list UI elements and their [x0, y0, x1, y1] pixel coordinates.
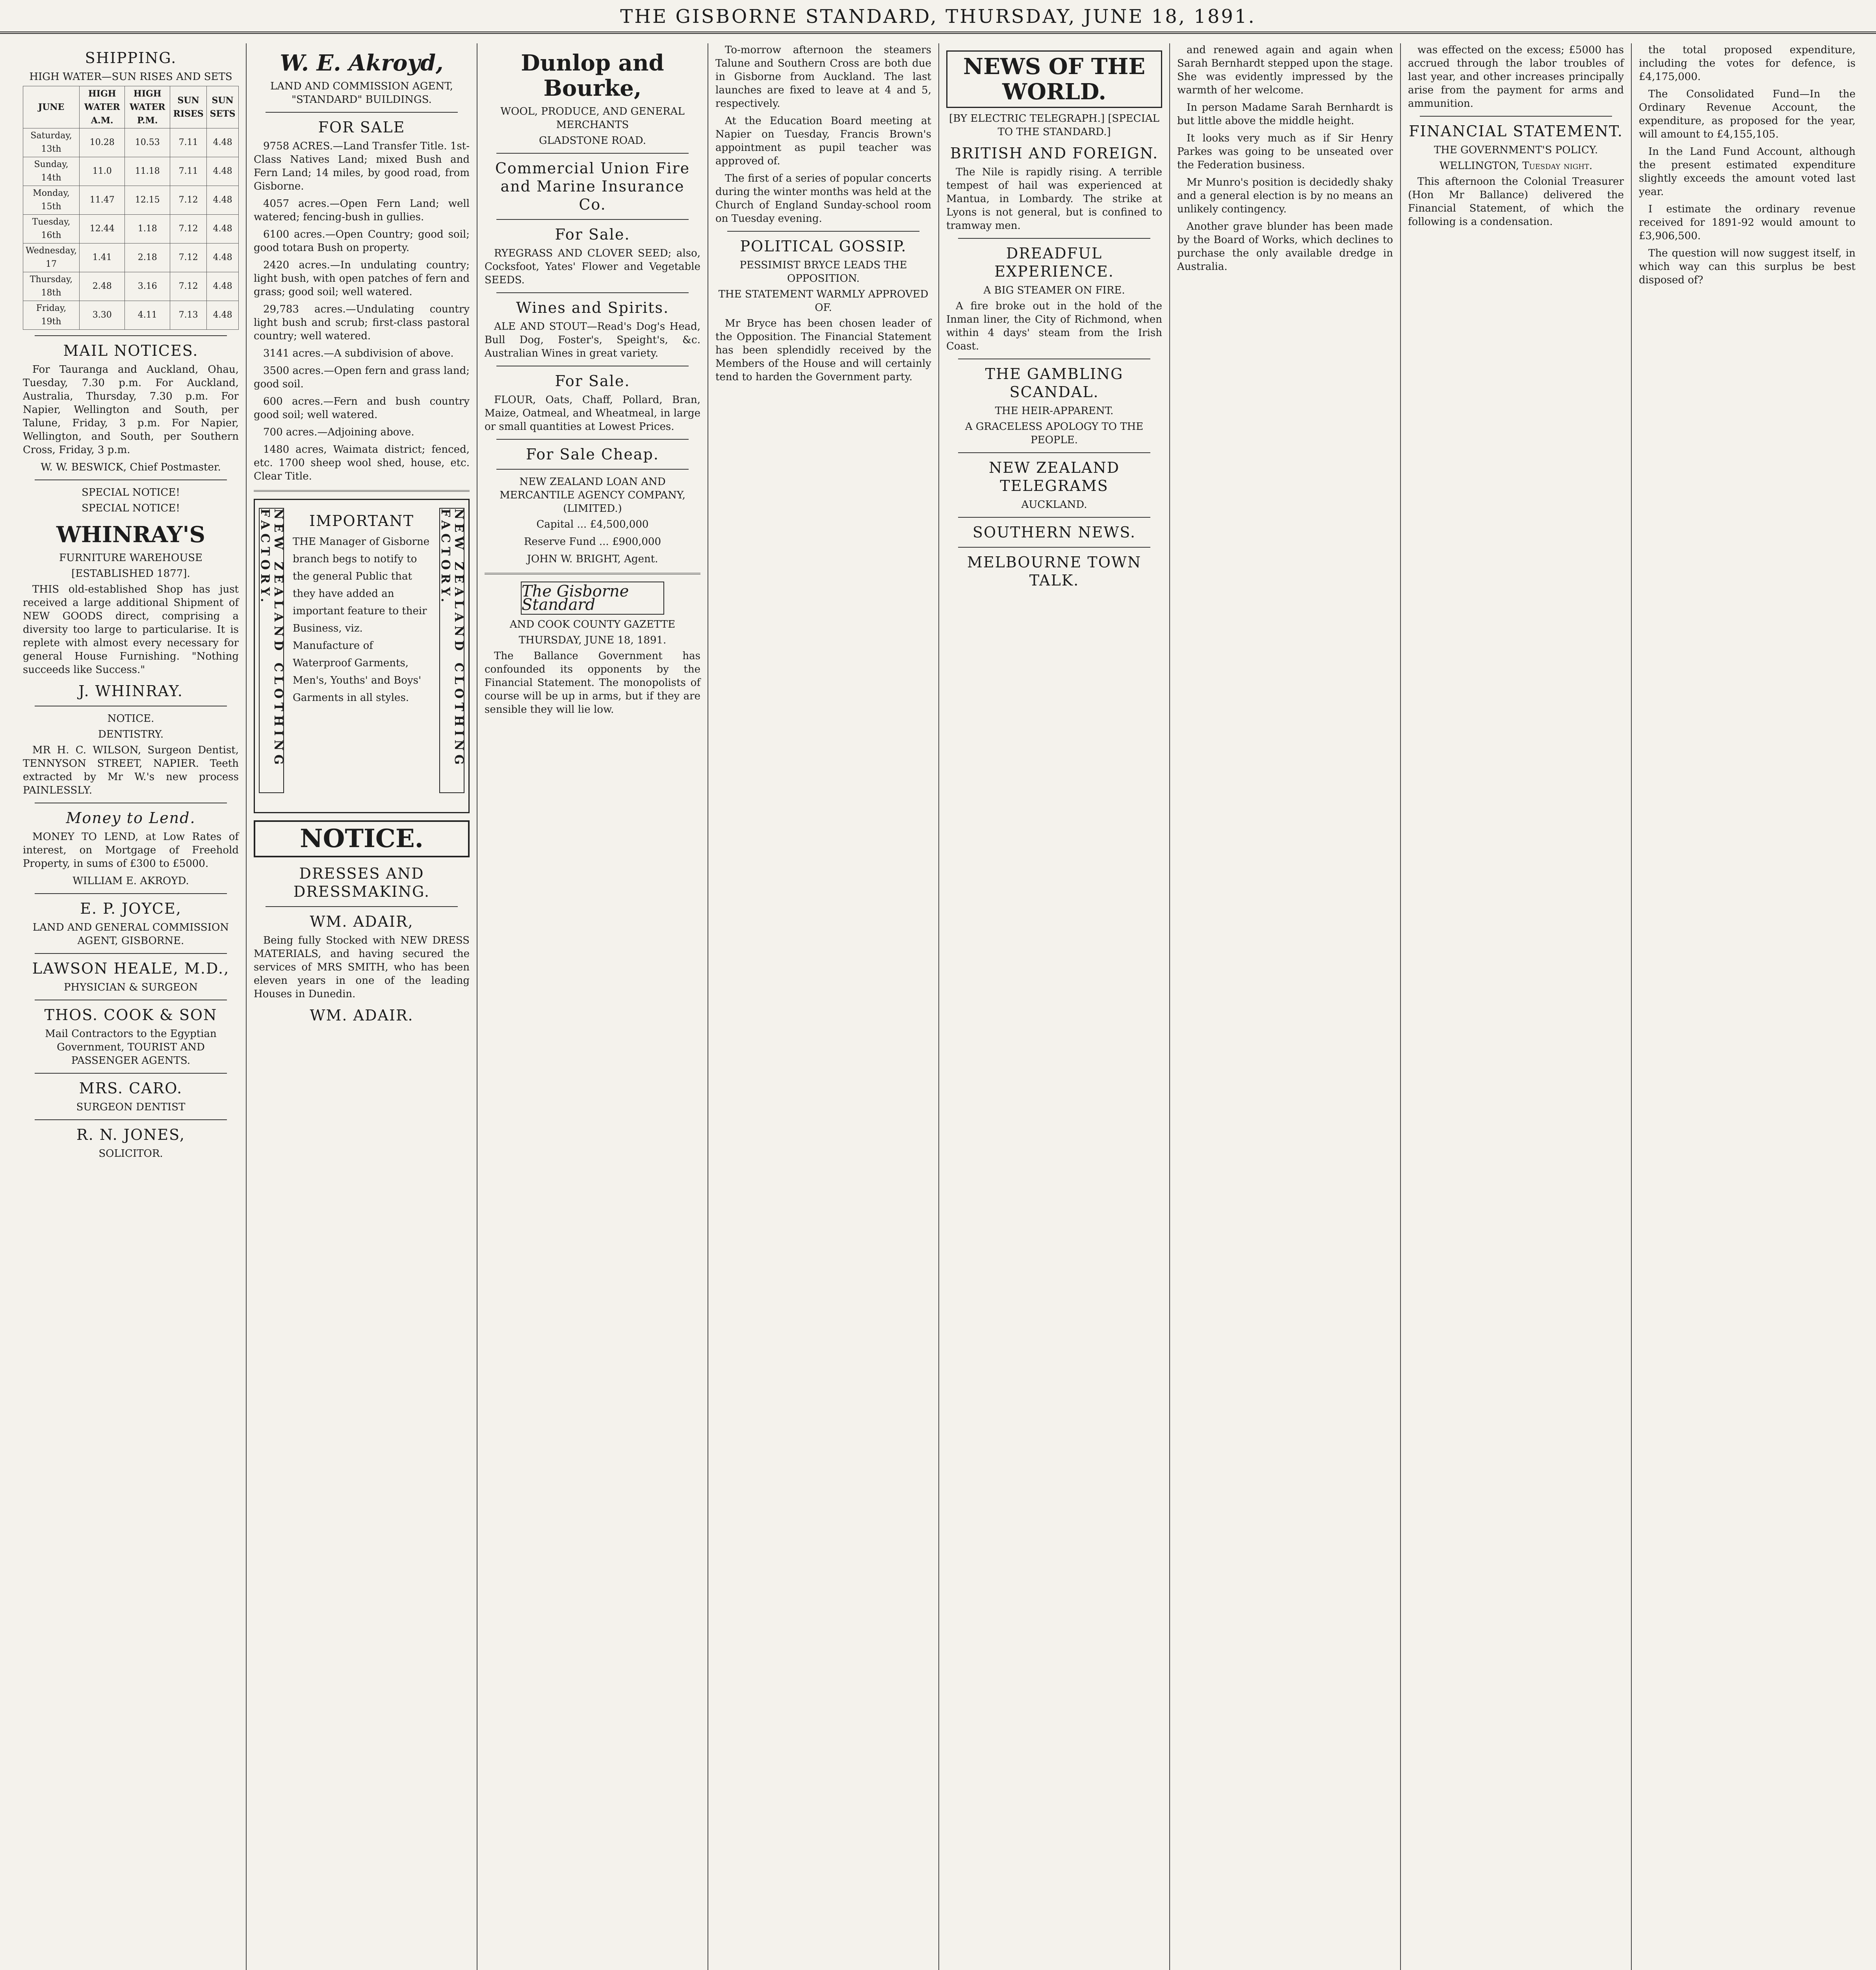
tide-cell: 2.18 [125, 243, 170, 272]
for-sale-title: For Sale. [555, 226, 630, 243]
flour-text: FLOUR, Oats, Chaff, Pollard, Bran, Maize, Oatmeal, and Wheatmeal, in large or small quantities at Lowest Prices. [485, 394, 700, 433]
tide-cell: Thursday, 18th [23, 272, 80, 301]
tide-row [23, 157, 239, 186]
lawson-title: LAWSON HEALE, M.D., [32, 960, 230, 977]
tide-cell: 11.18 [125, 157, 170, 186]
gambling-subtitle: THE HEIR-APPARENT. [995, 405, 1114, 417]
notice-heading: NOTICE. [254, 820, 470, 857]
tide-cell: 11.0 [80, 157, 125, 186]
important-vertical-left: NEW ZEALAND CLOTHING FACTORY. [259, 508, 284, 793]
cook-text: Mail Contractors to the Egyptian Government, TOURIST AND PASSENGER AGENTS. [45, 1028, 217, 1067]
news-paragraph: was effected on the excess; £5000 has accrued through the labor troubles of last year, and other increases principally arise from the payment for arms and ammunition. [1408, 44, 1624, 110]
tide-cell: Monday, 15th [23, 186, 80, 215]
divider [266, 906, 458, 907]
divider [496, 469, 689, 470]
tide-cell: 4.48 [207, 128, 239, 157]
column-1 [16, 43, 247, 1970]
notice-title: NOTICE. [107, 713, 154, 725]
news-paragraph: Another grave blunder has been made by the Board of Works, which declines to purchase the only available dredge in Australia. [1177, 221, 1393, 273]
british-title: BRITISH AND FOREIGN. [950, 145, 1159, 162]
divider [35, 1119, 227, 1120]
mail-notices-signature: W. W. BESWICK, Chief Postmaster. [41, 461, 221, 473]
divider [35, 893, 227, 894]
tide-cell: 12.44 [80, 215, 125, 243]
tide-head-cell: JUNE [23, 86, 80, 128]
southern-news-title: SOUTHERN NEWS. [972, 524, 1136, 541]
divider [35, 953, 227, 954]
whinray-established: [ESTABLISHED 1877]. [71, 568, 190, 580]
tide-cell: 7.12 [170, 272, 207, 301]
land-lot: 700 acres.—Adjoining above. [263, 426, 414, 438]
tide-cell: Wednesday, 17 [23, 243, 80, 272]
news-paragraph: The first of a series of popular concerts during the winter months was held at the Church of England Sunday-school room on Tuesday evening. [715, 173, 931, 225]
news-paragraph: and renewed again and again when Sarah Bernhardt stepped upon the stage. She was evidently impressed by the warmth of her welcome. [1177, 44, 1393, 96]
column-4 [708, 43, 939, 1970]
tide-cell: 4.48 [207, 272, 239, 301]
dunlop-title: Dunlop and Bourke, [521, 50, 664, 101]
for-sale-cheap-title: For Sale Cheap. [526, 446, 659, 463]
news-paragraph: In person Madame Sarah Bernhardt is but little above the middle height. [1177, 102, 1393, 127]
nz-loan-capital: Capital ... £4,500,000 [536, 519, 649, 530]
tide-cell: 10.28 [80, 128, 125, 157]
adair-title: WM. ADAIR, [310, 913, 414, 930]
tide-cell: Tuesday, 16th [23, 215, 80, 243]
gambling-title: THE GAMBLING SCANDAL. [985, 365, 1124, 401]
masthead-title: THE GISBORNE STANDARD, THURSDAY, JUNE 18, 1891. [620, 6, 1256, 28]
news-paragraph: I estimate the ordinary revenue received for 1891-92 would amount to £3,906,500. [1639, 203, 1856, 242]
nz-telegrams-title: NEW ZEALAND TELEGRAMS [988, 459, 1120, 494]
political-subtitle: PESSIMIST BRYCE LEADS THE OPPOSITION. [739, 259, 907, 284]
divider [35, 479, 227, 480]
paper-title: The Gisborne Standard [521, 582, 664, 615]
caro-title: MRS. CARO. [79, 1080, 183, 1097]
tide-title: HIGH WATER—SUN RISES AND SETS [29, 71, 232, 83]
tide-cell: 7.11 [170, 157, 207, 186]
column-5 [939, 43, 1170, 1970]
nz-telegrams-subtitle: AUCKLAND. [1021, 499, 1087, 511]
money-to-lend-title: Money to Lend. [66, 809, 196, 827]
financial-title: FINANCIAL STATEMENT. [1409, 123, 1623, 140]
political-subtitle-2: THE STATEMENT WARMLY APPROVED OF. [718, 288, 929, 314]
news-paragraph: It looks very much as if Sir Henry Parkes was going to be unseated over the Federation business. [1177, 132, 1393, 171]
tide-cell: 4.11 [125, 301, 170, 330]
tide-cell: 4.48 [207, 186, 239, 215]
divider [958, 547, 1150, 548]
adair-text: Being fully Stocked with NEW DRESS MATERIALS, and having secured the services of MRS SMITH, who has been eleven years in one of the leading Houses in Dunedin. [254, 935, 470, 1000]
divider [727, 231, 919, 232]
newspaper-page [16, 43, 1863, 1970]
dentistry-title: DENTISTRY. [98, 729, 164, 740]
melbourne-title: MELBOURNE TOWN TALK. [967, 554, 1142, 589]
news-paragraph: The Consolidated Fund—In the Ordinary Revenue Account, the expenditure, as proposed for the year, will amount to £4,155,105. [1639, 88, 1856, 140]
masthead [0, 0, 1876, 34]
tide-cell: 7.12 [170, 243, 207, 272]
land-lot: 29,783 acres.—Undulating country light bush and scrub; first-class pastoral country; well watered. [254, 303, 470, 342]
divider [1420, 116, 1612, 117]
tide-cell: Saturday, 13th [23, 128, 80, 157]
news-paragraph: Mr Munro's position is decidedly shaky and a general election is by no means an unlikely contingency. [1177, 177, 1393, 215]
nz-loan-reserve: Reserve Fund ... £900,000 [524, 536, 661, 548]
divider [958, 238, 1150, 239]
tide-cell: 10.53 [125, 128, 170, 157]
tide-head-cell: HIGH WATER P.M. [125, 86, 170, 128]
dreadful-subtitle: A BIG STEAMER ON FIRE. [983, 284, 1125, 296]
tide-head-row [23, 86, 239, 128]
caro-subtitle: SURGEON DENTIST [76, 1101, 186, 1113]
lawson-subtitle: PHYSICIAN & SURGEON [64, 981, 198, 993]
whinray-title: WHINRAY'S [56, 522, 205, 548]
tide-cell: 4.48 [207, 157, 239, 186]
paper-date: THURSDAY, JUNE 18, 1891. [518, 634, 667, 646]
tide-table [23, 86, 239, 330]
news-paragraph: To-morrow afternoon the steamers Talune and Southern Cross are both due in Gisborne from Auckland. The last launches are fixed to leave at 4 and 5, respectively. [715, 44, 931, 110]
tide-head-cell: SUN RISES [170, 86, 207, 128]
divider [496, 153, 689, 154]
divider [35, 335, 227, 336]
adair-signature: WM. ADAIR. [310, 1007, 414, 1024]
financial-text: This afternoon the Colonial Treasurer (Hon Mr Ballance) delivered the Financial Statement, of which the following is a condensation. [1408, 176, 1624, 228]
financial-dateline: WELLINGTON, Tuesday night. [1439, 160, 1593, 172]
for-sale-title-2: For Sale. [555, 372, 630, 390]
tide-row [23, 128, 239, 157]
important-advert [254, 499, 470, 813]
land-lot: 9758 ACRES.—Land Transfer Title. 1st-Class Natives Land; mixed Bush and Fern Land; 14 miles, by good road, from Gisborne. [254, 140, 470, 192]
wilson-text: MR H. C. WILSON, Surgeon Dentist, TENNYSON STREET, NAPIER. Teeth extracted by Mr W.'s new process PAINLESSLY. [23, 744, 239, 796]
divider [35, 1073, 227, 1074]
land-lot: 2420 acres.—In undulating country; light bush, with open patches of fern and grass; good soil; well watered. [254, 259, 470, 298]
mail-notices-text: For Tauranga and Auckland, Ohau, Tuesday, 7.30 p.m. For Auckland, Australia, Thursday, 7.30 p.m. For Napier, Wellington and South, per Talune, Friday, 3 p.m. For Napier, Wellington, and South, per Southern Cross, Friday, 3 p.m. [23, 364, 239, 456]
tide-head-cell: SUN SETS [207, 86, 239, 128]
dreadful-text: A fire broke out in the hold of the Inman liner, the City of Richmond, when within 4 days' steam from the Irish Coast. [946, 300, 1162, 352]
news-paragraph: At the Education Board meeting at Napier on Tuesday, Francis Brown's appointment as pupil teacher was approved of. [715, 115, 931, 167]
money-to-lend-signature: WILLIAM E. AKROYD. [72, 875, 189, 887]
land-lot: 3500 acres.—Open fern and grass land; good soil. [254, 365, 470, 390]
tide-cell: 7.12 [170, 186, 207, 215]
tide-cell: 7.11 [170, 128, 207, 157]
financial-subtitle: THE GOVERNMENT'S POLICY. [1434, 144, 1598, 156]
land-lot: 1480 acres, Waimata district; fenced, etc. 1700 sheep wool shed, house, etc. Clear Title. [254, 444, 470, 482]
special-notice-2: SPECIAL NOTICE! [82, 502, 180, 514]
wines-text: ALE AND STOUT—Read's Dog's Head, Bull Dog, Foster's, Speight's, &c. Australian Wines in great variety. [485, 321, 700, 359]
shipping-title: SHIPPING. [85, 49, 177, 67]
land-lot: 4057 acres.—Open Fern Land; well watered; fencing-bush in gullies. [254, 198, 470, 223]
tide-cell: 3.16 [125, 272, 170, 301]
dunlop-subtitle: WOOL, PRODUCE, AND GENERAL MERCHANTS [500, 106, 685, 131]
news-paragraph: The question will now suggest itself, in which way can this surplus be best disposed of? [1639, 247, 1856, 286]
akroyd-title: W. E. Akroyd, [280, 50, 444, 76]
column-2 [247, 43, 477, 1970]
special-notice-1: SPECIAL NOTICE! [82, 487, 180, 498]
tide-row [23, 301, 239, 330]
dunlop-address: GLADSTONE ROAD. [539, 135, 646, 147]
news-paragraph: the total proposed expenditure, including the votes for defence, is £4,175,000. [1639, 44, 1856, 83]
tide-cell: 1.18 [125, 215, 170, 243]
column-3 [477, 43, 708, 1970]
tide-cell: 3.30 [80, 301, 125, 330]
important-title: IMPORTANT [309, 512, 414, 530]
news-subtitle: [BY ELECTRIC TELEGRAPH.] [SPECIAL TO THE STANDARD.] [949, 113, 1159, 138]
land-lot: 6100 acres.—Open Country; good soil; good totara Bush on property. [254, 229, 470, 254]
commercial-union-title: Commercial Union Fire and Marine Insurance Co. [495, 160, 690, 213]
news-of-world-title: NEWS OF THE WORLD. [946, 50, 1162, 108]
tide-cell: 2.48 [80, 272, 125, 301]
joyce-title: E. P. JOYCE, [80, 900, 182, 917]
tide-cell: 12.15 [125, 186, 170, 215]
divider [254, 490, 470, 492]
money-to-lend-text: MONEY TO LEND, at Low Rates of interest, on Mortgage of Freehold Property, in sums of £300 to £5000. [23, 831, 239, 870]
tide-cell: 4.48 [207, 215, 239, 243]
akroyd-subtitle: LAND AND COMMISSION AGENT, "STANDARD" BUILDINGS. [270, 80, 453, 106]
divider [485, 573, 700, 574]
important-vertical-right: NEW ZEALAND CLOTHING FACTORY. [439, 508, 464, 793]
for-sale-title: FOR SALE [318, 119, 405, 136]
dreadful-title: DREADFUL EXPERIENCE. [994, 245, 1114, 280]
news-paragraph: In the Land Fund Account, although the present estimated expenditure slightly exceeds the amount voted last year. [1639, 146, 1856, 198]
british-text: The Nile is rapidly rising. A terrible tempest of hail was experienced at Mantua, in Lombardy. The strike at Lyons is not general, but is confined to tramway men. [946, 166, 1162, 232]
tide-cell: 7.13 [170, 301, 207, 330]
divider [496, 439, 689, 440]
whinray-subtitle: FURNITURE WAREHOUSE [59, 552, 203, 564]
nz-loan-signature: JOHN W. BRIGHT, Agent. [527, 553, 658, 565]
divider [496, 219, 689, 220]
whinray-text: THIS old-established Shop has just received a large additional Shipment of NEW GOODS direct, comprising a diversity too large to particularise. It is replete with almost every necessary for general House Furnishing. "Nothing succeeds like Success." [23, 584, 239, 676]
tide-cell: Sunday, 14th [23, 157, 80, 186]
tide-row [23, 272, 239, 301]
cook-title: THOS. COOK & SON [44, 1006, 217, 1024]
paper-subtitle: AND COOK COUNTY GAZETTE [509, 619, 676, 630]
divider [958, 452, 1150, 453]
column-7 [1401, 43, 1632, 1970]
joyce-text: LAND AND GENERAL COMMISSION AGENT, GISBORNE. [32, 922, 229, 947]
tide-cell: Friday, 19th [23, 301, 80, 330]
land-lot: 3141 acres.—A subdivision of above. [263, 348, 454, 359]
wines-title: Wines and Spirits. [516, 299, 669, 316]
tide-head-cell: HIGH WATER A.M. [80, 86, 125, 128]
political-gossip-title: POLITICAL GOSSIP. [740, 238, 907, 255]
mail-notices-title: MAIL NOTICES. [63, 342, 199, 359]
gambling-subtitle-2: A GRACELESS APOLOGY TO THE PEOPLE. [965, 421, 1144, 446]
column-8 [1632, 43, 1863, 1970]
divider [266, 112, 458, 113]
jones-title: R. N. JONES, [76, 1126, 185, 1143]
jones-subtitle: SOLICITOR. [98, 1148, 163, 1160]
important-body: THE Manager of Gisborne branch begs to notify to the general Public that they have added an important feature to their Business, viz. Manufacture of Waterproof Garments, Men's, Youths' and Boys' Garments in all styles. [293, 536, 430, 704]
tide-row [23, 215, 239, 243]
editorial-text: The Ballance Government has confounded its opponents by the Financial Statement. The monopolists of course will be up in arms, but if they are sensible they will lie low. [485, 650, 700, 716]
tide-cell: 7.12 [170, 215, 207, 243]
divider [496, 292, 689, 293]
divider [958, 517, 1150, 518]
seeds-text: RYEGRASS AND CLOVER SEED; also, Cocksfoot, Yates' Flower and Vegetable SEEDS. [485, 247, 700, 286]
tide-cell: 4.48 [207, 243, 239, 272]
column-6 [1170, 43, 1401, 1970]
dresses-title: DRESSES AND DRESSMAKING. [293, 865, 430, 900]
tide-row [23, 186, 239, 215]
tide-cell: 1.41 [80, 243, 125, 272]
tide-cell: 11.47 [80, 186, 125, 215]
land-lot: 600 acres.—Fern and bush country good soil; well watered. [254, 396, 470, 421]
nz-loan-title: NEW ZEALAND LOAN AND MERCANTILE AGENCY COMPANY, (LIMITED.) [500, 476, 685, 515]
tide-cell: 4.48 [207, 301, 239, 330]
tide-row [23, 243, 239, 272]
whinray-signature: J. WHINRAY. [78, 682, 183, 700]
political-text: Mr Bryce has been chosen leader of the Opposition. The Financial Statement has been splendidly received by the Members of the House and will certainly tend to harden the Government party. [715, 318, 931, 383]
